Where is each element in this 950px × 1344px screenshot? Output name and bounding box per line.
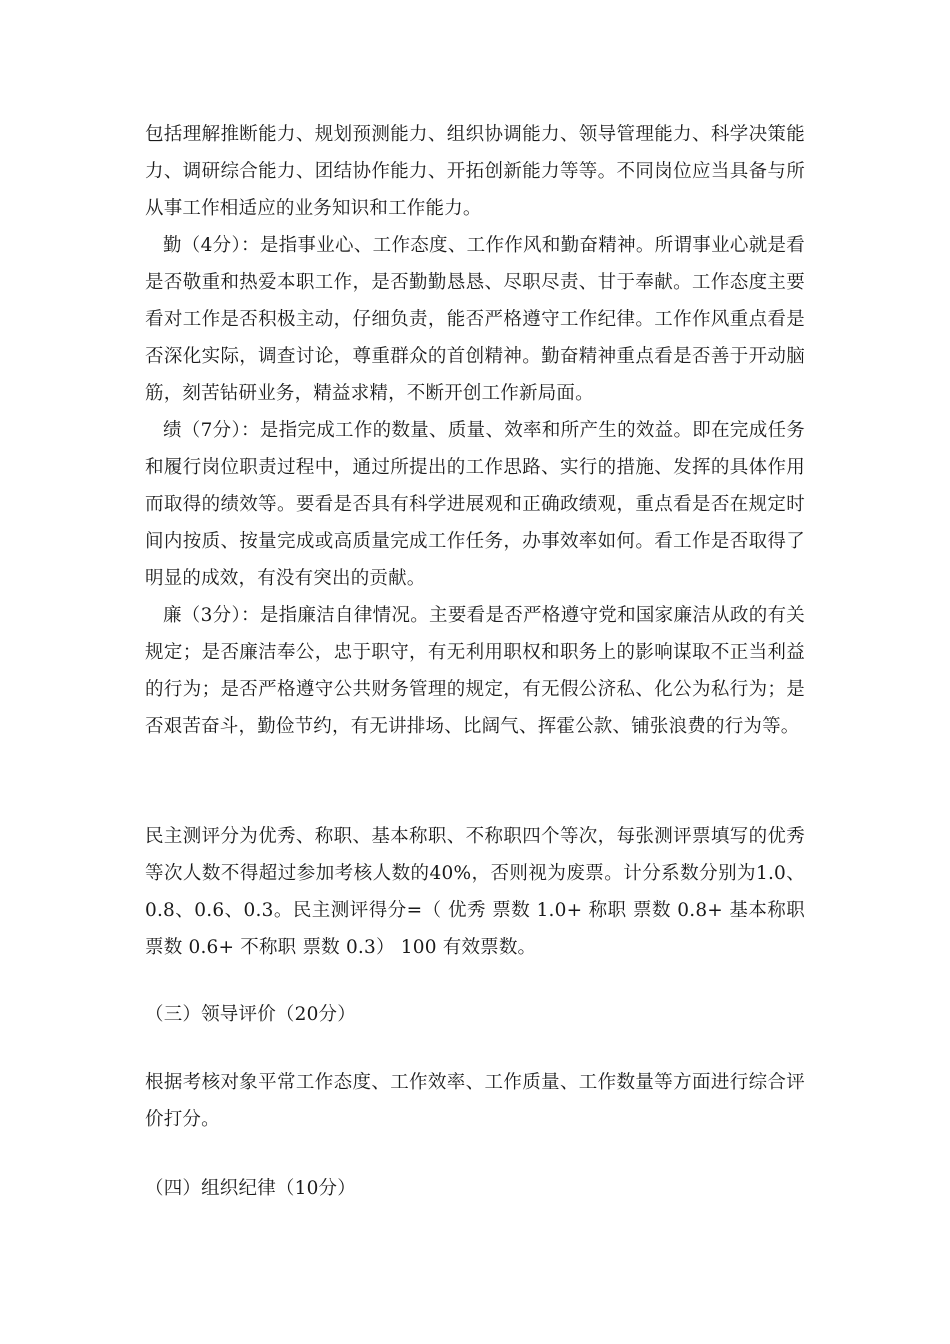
democratic-evaluation-paragraph: 民主测评分为优秀、称职、基本称职、不称职四个等次，每张测评票填写的优秀等次人数不得超过参加考核人数的40%，否则视为废票。计分系数分别为1.0、0.8、0.6、0.3。民主测评得分=（ 优秀 票数 1.0+ 称职 票数 0.8+ 基本称职 票数 0.6+ 不称职 票数 0.3） 100 有效票数。 <box>145 826 805 958</box>
integrity-paragraph: 廉（3分）：是指廉洁自律情况。主要看是否严格遵守党和国家廉洁从政的有关规定；是否廉洁奉公，忠于职守，有无利用职权和职务上的影响谋取不正当利益的行为；是否严格遵守公共财务管理的规定，有无假公济私、化公为私行为；是否艰苦奋斗，勤俭节约，有无讲排场、比阔气、挥霍公款、铺张浪费的行为等。 <box>145 605 805 737</box>
ability-paragraph: 包括理解推断能力、规划预测能力、组织协调能力、领导管理能力、科学决策能力、调研综合能力、团结协作能力、开拓创新能力等等。不同岗位应当具备与所从事工作相适应的业务知识和工作能力。 <box>145 124 805 219</box>
performance-paragraph: 绩（7分）：是指完成工作的数量、质量、效率和所产生的效益。即在完成任务和履行岗位职责过程中，通过所提出的工作思路、实行的措施、发挥的具体作用而取得的绩效等。要看是否具有科学进展观和正确政绩观，重点看是否在规定时间内按质、按量完成或高质量完成工作任务，办事效率如何。看工作是否取得了明显的成效，有没有突出的贡献。 <box>145 420 805 589</box>
leader-evaluation-paragraph: 根据考核对象平常工作态度、工作效率、工作质量、工作数量等方面进行综合评价打分。 <box>145 1072 805 1130</box>
section-heading-leader-evaluation: （三）领导评价（20分） <box>145 1004 356 1025</box>
diligence-paragraph: 勤（4分）：是指事业心、工作态度、工作作风和勤奋精神。所谓事业心就是看是否敬重和热爱本职工作，是否勤勤恳恳、尽职尽责、甘于奉献。工作态度主要看对工作是否积极主动，仔细负责，能否严格遵守工作纪律。工作作风重点看是否深化实际，调查讨论，尊重群众的首创精神。勤奋精神重点看是否善于开动脑筋，刻苦钻研业务，精益求精，不断开创工作新局面。 <box>145 235 805 404</box>
section-heading-discipline: （四）组织纪律（10分） <box>145 1178 356 1199</box>
